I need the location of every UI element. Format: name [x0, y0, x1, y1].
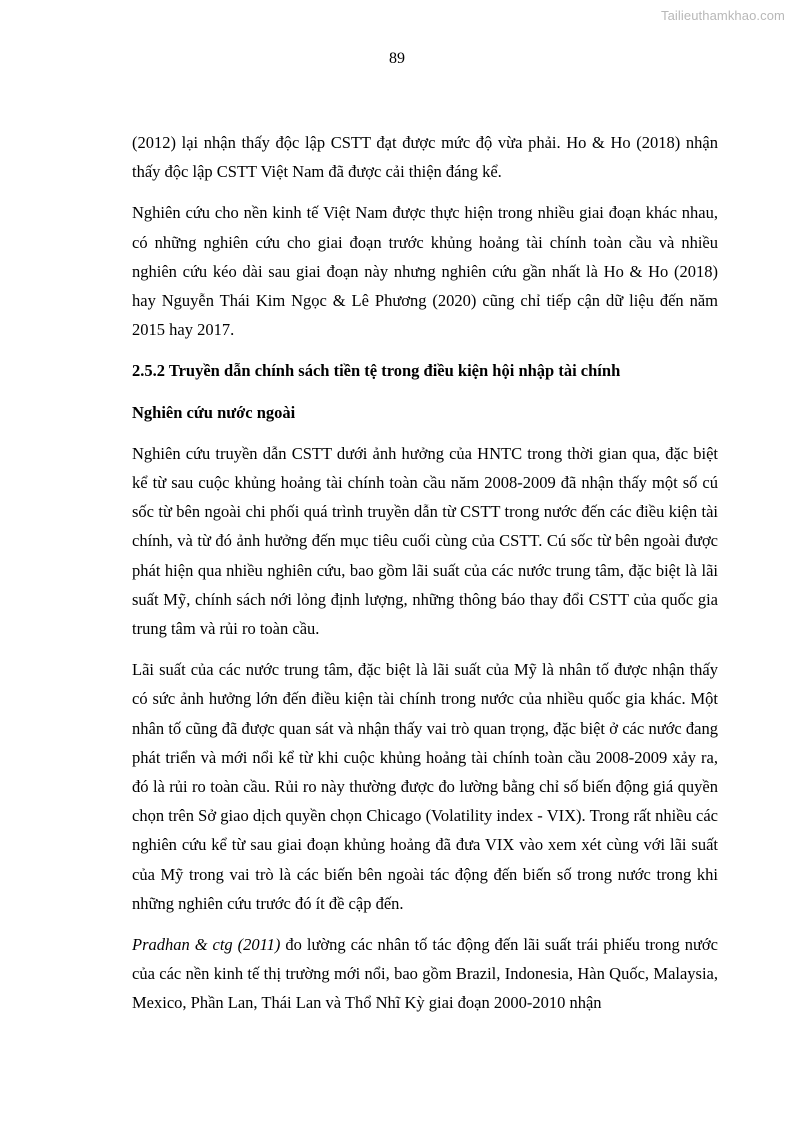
paragraph-4: Lãi suất của các nước trung tâm, đặc biệt là lãi suất của Mỹ là nhân tố được nhận thấy có sức ảnh hưởng lớn đến điều kiện tài chính trong nước của nhiều quốc gia khác. Một nhân tố cũng đã được quan sát và nhận thấy vai trò quan trọng, đặc biệt ở các nước đang phát triển và mới nổi kể từ khi cuộc khủng hoảng tài chính toàn cầu 2008-2009 xảy ra, đó là rủi ro toàn cầu. Rủi ro này thường được đo lường bằng chỉ số biến động giá quyền chọn trên Sở giao dịch quyền chọn Chicago (Volatility index - VIX). Trong rất nhiều các nghiên cứu kể từ sau giai đoạn khủng hoảng đã đưa VIX vào xem xét cùng với lãi suất của Mỹ trong vai trò là các biến bên ngoài tác động đến biến số trong nước trong khi những nghiên cứu trước đó ít đề cập đến. — [132, 660, 718, 913]
citation: Pradhan & ctg (2011) — [132, 935, 281, 955]
paragraph-5 — [132, 930, 718, 1018]
page-number: 89 — [389, 50, 405, 67]
paragraph-1: (2012) lại nhận thấy độc lập CSTT đạt được mức độ vừa phải. Ho & Ho (2018) nhận thấy độc lập CSTT Việt Nam đã được cải thiện đáng kể. — [132, 133, 718, 182]
subsection-heading: Nghiên cứu nước ngoài — [132, 402, 296, 422]
watermark-text: Tailieuthamkhao.com — [660, 8, 785, 23]
paragraph-5-text: đo lường các nhân tố tác động đến lãi suất trái phiếu trong nước của các nền kinh tế thị trường mới nổi, bao gồm Brazil, Indonesia, Hàn Quốc, Malaysia, Mexico, Phần Lan, Thái Lan và Thổ Nhĩ Kỳ giai đoạn 2000-2010 nhận — [132, 935, 718, 1013]
paragraph-3: Nghiên cứu truyền dẫn CSTT dưới ảnh hưởng của HNTC trong thời gian qua, đặc biệt kể từ sau cuộc khủng hoảng tài chính toàn cầu năm 2008-2009 đã nhận thấy một số cú sốc từ bên ngoài chi phối quá trình truyền dẫn từ CSTT trong nước đến các điều kiện tài chính, và từ đó ảnh hưởng đến mục tiêu cuối cùng của CSTT. Cú sốc từ bên ngoài được phát hiện qua nhiều nghiên cứu, bao gồm lãi suất của các nước trung tâm, đặc biệt là lãi suất Mỹ, chính sách nới lỏng định lượng, những thông báo thay đổi CSTT của quốc gia trung tâm và rủi ro toàn cầu. — [132, 443, 718, 639]
paragraph-2: Nghiên cứu cho nền kinh tế Việt Nam được thực hiện trong nhiều giai đoạn khác nhau, có những nghiên cứu cho giai đoạn trước khủng hoảng tài chính toàn cầu và nhiều nghiên cứu kéo dài sau giai đoạn này nhưng nghiên cứu gần nhất là Ho & Ho (2018) hay Nguyễn Thái Kim Ngọc & Lê Phương (2020) cũng chỉ tiếp cận dữ liệu đến năm 2015 hay 2017. — [132, 203, 718, 340]
document-body — [132, 128, 718, 1018]
section-heading: 2.5.2 Truyền dẫn chính sách tiền tệ trong điều kiện hội nhập tài chính — [132, 361, 621, 381]
